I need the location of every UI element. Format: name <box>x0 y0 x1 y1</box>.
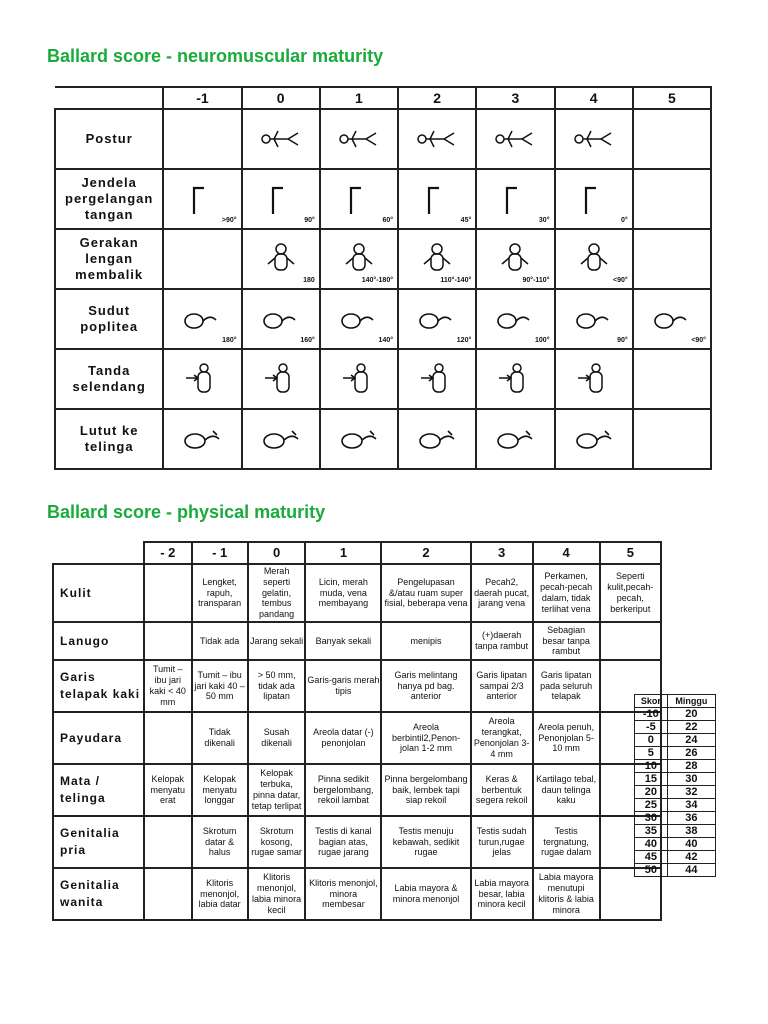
row-label: Tanda selendang <box>55 349 163 409</box>
angle-label: 100° <box>535 337 550 344</box>
criterion-cell: Seperti kulit,pecah-pecah, berkeriput <box>600 564 661 622</box>
leg-figure-icon <box>477 306 553 332</box>
criterion-cell <box>600 622 661 660</box>
row-label: Lanugo <box>53 622 144 660</box>
column-header: Skor <box>635 695 668 708</box>
criterion-cell <box>555 169 633 229</box>
neuromuscular-title: Ballard score - neuromuscular maturity <box>47 46 384 66</box>
week-cell: 32 <box>667 786 715 799</box>
row-label: Payudara <box>53 712 144 764</box>
criterion-cell <box>633 289 711 349</box>
angle-label: <90° <box>613 277 628 284</box>
angle-label: 90° <box>617 337 628 344</box>
score-cell: 35 <box>635 825 668 838</box>
criterion-cell: Labia mayora besar, labia minora kecil <box>471 868 533 920</box>
score-cell: 0 <box>635 734 668 747</box>
week-cell: 36 <box>667 812 715 825</box>
week-cell: 44 <box>667 864 715 877</box>
criterion-cell: Klitoris menonjol, labia datar <box>192 868 248 920</box>
angle-label: <90° <box>691 337 706 344</box>
row-label: Kulit <box>53 564 144 622</box>
physical-table <box>52 541 662 921</box>
criterion-cell: Pengelupasan &/atau ruam super fisial, beberapa vena <box>381 564 470 622</box>
criterion-cell <box>242 109 320 169</box>
criterion-cell <box>144 564 192 622</box>
angle-label: 140° <box>378 337 394 344</box>
table-row <box>635 825 716 838</box>
score-cell: 10 <box>635 760 668 773</box>
criterion-cell: Merah seperti gelatin, tembus pandang <box>248 564 306 622</box>
score-cell: -10 <box>635 708 668 721</box>
score-header: -1 <box>163 87 241 109</box>
score-header: 4 <box>533 542 600 564</box>
criterion-cell <box>320 289 398 349</box>
scarf-figure-icon <box>556 362 632 396</box>
table-row <box>53 622 661 660</box>
criterion-cell: Keras & berbentuk segera rekoil <box>471 764 533 816</box>
week-cell: 26 <box>667 747 715 760</box>
score-header: 0 <box>242 87 320 109</box>
criterion-cell: Susah dikenali <box>248 712 306 764</box>
physical-title: Ballard score - physical maturity <box>47 502 326 522</box>
criterion-cell: Perkamen, pecah-pecah dalam, tidak terlihat vena <box>533 564 600 622</box>
criterion-cell: Lengket, rapuh, transparan <box>192 564 248 622</box>
wrist-figure-icon <box>243 182 319 216</box>
table-row <box>55 289 711 349</box>
week-cell: 22 <box>667 721 715 734</box>
criterion-cell: Areola berbintil2,Penon- jolan 1-2 mm <box>381 712 470 764</box>
posture-figure-icon <box>321 125 397 153</box>
table-row <box>635 760 716 773</box>
posture-figure-icon <box>399 125 475 153</box>
table-row <box>53 660 661 712</box>
table-row <box>55 169 711 229</box>
criterion-cell <box>633 229 711 289</box>
leg-figure-icon <box>164 306 240 332</box>
criterion-cell <box>320 229 398 289</box>
criterion-cell: Labia mayora menutupi klitoris & labia minora <box>533 868 600 920</box>
criterion-cell <box>476 289 554 349</box>
score-cell: 5 <box>635 747 668 760</box>
score-header: 2 <box>398 87 476 109</box>
criterion-cell: Klitoris menonjol, minora membesar <box>305 868 381 920</box>
criterion-cell <box>555 349 633 409</box>
header-spacer <box>55 87 163 109</box>
criterion-cell: Tumit – ibu jari kaki < 40 mm <box>144 660 192 712</box>
criterion-cell <box>320 409 398 469</box>
criterion-cell <box>476 109 554 169</box>
leg-figure-icon <box>556 306 632 332</box>
table-row <box>53 712 661 764</box>
criterion-cell: Areola datar (-) penonjolan <box>305 712 381 764</box>
criterion-cell: Tumit – ibu jari kaki 40 –50 mm <box>192 660 248 712</box>
criterion-cell <box>320 169 398 229</box>
angle-label: 180° <box>222 337 237 344</box>
row-label: Jendela pergelangan tangan <box>55 169 163 229</box>
wrist-figure-icon <box>399 182 475 216</box>
score-cell: 30 <box>635 812 668 825</box>
criterion-cell <box>242 169 320 229</box>
arm-figure-icon <box>477 242 553 276</box>
posture-figure-icon <box>243 125 319 153</box>
angle-label: 160° <box>300 337 315 344</box>
week-cell: 34 <box>667 799 715 812</box>
leg-figure-icon <box>321 306 397 332</box>
angle-label: 140°-180° <box>361 277 394 284</box>
criterion-cell <box>633 169 711 229</box>
scarf-figure-icon <box>477 362 553 396</box>
score-cell: -5 <box>635 721 668 734</box>
criterion-cell <box>320 109 398 169</box>
scarf-figure-icon <box>399 362 475 396</box>
criterion-cell <box>398 349 476 409</box>
heel-figure-icon <box>399 427 475 451</box>
row-label: Sudut poplitea <box>55 289 163 349</box>
criterion-cell: Labia mayora & minora menonjol <box>381 868 470 920</box>
criterion-cell: Tidak ada <box>192 622 248 660</box>
score-header: 3 <box>471 542 533 564</box>
score-header: 3 <box>476 87 554 109</box>
criterion-cell: Testis sudah turun,rugae jelas <box>471 816 533 868</box>
table-row <box>635 812 716 825</box>
table-row <box>635 864 716 877</box>
criterion-cell <box>144 622 192 660</box>
criterion-cell <box>476 169 554 229</box>
criterion-cell: Skrotum kosong, rugae samar <box>248 816 306 868</box>
wrist-figure-icon <box>556 182 632 216</box>
score-header: 0 <box>248 542 306 564</box>
table-row <box>53 564 661 622</box>
score-cell: 45 <box>635 851 668 864</box>
criterion-cell: Banyak sekali <box>305 622 381 660</box>
table-row <box>635 747 716 760</box>
table-row <box>635 851 716 864</box>
week-cell: 28 <box>667 760 715 773</box>
table-row <box>635 773 716 786</box>
criterion-cell <box>633 349 711 409</box>
criterion-cell: menipis <box>381 622 470 660</box>
table-row <box>55 109 711 169</box>
criterion-cell: > 50 mm, tidak ada lipatan <box>248 660 306 712</box>
score-cell: 15 <box>635 773 668 786</box>
leg-figure-icon <box>399 306 475 332</box>
week-cell: 20 <box>667 708 715 721</box>
criterion-cell: Sebagian besar tanpa rambut <box>533 622 600 660</box>
angle-label: 110°-140° <box>440 277 472 284</box>
criterion-cell <box>144 816 192 868</box>
criterion-cell <box>398 229 476 289</box>
criterion-cell: Garis-garis merah tipis <box>305 660 381 712</box>
wrist-figure-icon <box>164 182 240 216</box>
criterion-cell: Skrotum datar & halus <box>192 816 248 868</box>
arm-figure-icon <box>243 242 319 276</box>
criterion-cell <box>398 109 476 169</box>
table-row <box>635 799 716 812</box>
criterion-cell <box>555 409 633 469</box>
leg-figure-icon <box>243 306 319 332</box>
wrist-figure-icon <box>321 182 397 216</box>
criterion-cell <box>320 349 398 409</box>
criterion-cell: Areola penuh, Penonjolan 5- 10 mm <box>533 712 600 764</box>
row-label: Postur <box>55 109 163 169</box>
criterion-cell <box>144 868 192 920</box>
row-label: Gerakan lengan membalik <box>55 229 163 289</box>
header-spacer <box>53 542 144 564</box>
criterion-cell <box>398 169 476 229</box>
criterion-cell <box>242 229 320 289</box>
row-label: Lutut ke telinga <box>55 409 163 469</box>
heel-figure-icon <box>164 427 240 451</box>
row-label: Garis telapak kaki <box>53 660 144 712</box>
score-cell: 40 <box>635 838 668 851</box>
criterion-cell: Licin, merah muda, vena membayang <box>305 564 381 622</box>
criterion-cell <box>242 409 320 469</box>
week-cell: 38 <box>667 825 715 838</box>
criterion-cell: Testis di kanal bagian atas, rugae jarang <box>305 816 381 868</box>
criterion-cell: Pecah2, daerah pucat, jarang vena <box>471 564 533 622</box>
criterion-cell <box>476 409 554 469</box>
criterion-cell: Areola terangkat, Penonjolan 3-4 mm <box>471 712 533 764</box>
heel-figure-icon <box>477 427 553 451</box>
criterion-cell: Kelopak menyatu erat <box>144 764 192 816</box>
week-cell: 24 <box>667 734 715 747</box>
table-row <box>635 786 716 799</box>
score-header: - 1 <box>192 542 248 564</box>
criterion-cell <box>476 349 554 409</box>
scarf-figure-icon <box>321 362 397 396</box>
criterion-cell <box>163 109 241 169</box>
header-row <box>635 695 716 708</box>
criterion-cell: Jarang sekali <box>248 622 306 660</box>
wrist-figure-icon <box>477 182 553 216</box>
criterion-cell: Klitoris menonjol, labia minora kecil <box>248 868 306 920</box>
week-cell: 42 <box>667 851 715 864</box>
angle-label: >90° <box>221 217 237 224</box>
table-row <box>635 734 716 747</box>
criterion-cell <box>242 349 320 409</box>
row-label: Mata / telinga <box>53 764 144 816</box>
angle-label: 60° <box>382 217 394 224</box>
scarf-figure-icon <box>164 362 240 396</box>
score-header: 2 <box>381 542 470 564</box>
angle-label: 45° <box>460 217 472 224</box>
criterion-cell <box>163 289 241 349</box>
score-header: 5 <box>600 542 661 564</box>
criterion-cell <box>163 409 241 469</box>
table-row <box>53 868 661 920</box>
criterion-cell <box>398 409 476 469</box>
angle-label: 90° <box>304 217 315 224</box>
score-week-table <box>634 694 716 877</box>
criterion-cell <box>555 229 633 289</box>
criterion-cell: Testis tergnatung, rugae dalam <box>533 816 600 868</box>
arm-figure-icon <box>556 242 632 276</box>
arm-figure-icon <box>321 242 397 276</box>
score-header: 5 <box>633 87 711 109</box>
criterion-cell <box>398 289 476 349</box>
table-row <box>635 838 716 851</box>
criterion-cell: Pinna bergelombang baik, lembek tapi siap rekoil <box>381 764 470 816</box>
table-row <box>55 409 711 469</box>
table-row <box>635 721 716 734</box>
row-label: Genitalia wanita <box>53 868 144 920</box>
criterion-cell <box>163 169 241 229</box>
score-cell: 25 <box>635 799 668 812</box>
criterion-cell: Tidak dikenali <box>192 712 248 764</box>
angle-label: 180 <box>303 277 315 284</box>
score-header: 1 <box>320 87 398 109</box>
criterion-cell <box>476 229 554 289</box>
column-header: Minggu <box>667 695 715 708</box>
angle-label: 90°-110° <box>522 277 550 284</box>
criterion-cell: Garis melintang hanya pd bag. anterior <box>381 660 470 712</box>
week-cell: 40 <box>667 838 715 851</box>
criterion-cell <box>144 712 192 764</box>
score-cell: 20 <box>635 786 668 799</box>
table-row <box>635 708 716 721</box>
scarf-figure-icon <box>243 362 319 396</box>
week-cell: 30 <box>667 773 715 786</box>
row-label: Genitalia pria <box>53 816 144 868</box>
criterion-cell: Testis menuju kebawah, sedikit rugae <box>381 816 470 868</box>
criterion-cell <box>163 349 241 409</box>
criterion-cell <box>555 109 633 169</box>
criterion-cell <box>163 229 241 289</box>
angle-label: 120° <box>456 337 472 344</box>
criterion-cell <box>242 289 320 349</box>
criterion-cell: Pinna sedikit bergelombang, rekoil lambat <box>305 764 381 816</box>
criterion-cell: (+)daerah tanpa rambut <box>471 622 533 660</box>
heel-figure-icon <box>243 427 319 451</box>
table-row <box>53 816 661 868</box>
criterion-cell: Kelopak menyatu longgar <box>192 764 248 816</box>
table-row <box>55 229 711 289</box>
angle-label: 0° <box>621 217 628 224</box>
criterion-cell: Garis lipatan pada seluruh telapak <box>533 660 600 712</box>
leg-figure-icon <box>634 306 710 332</box>
table-row <box>53 764 661 816</box>
heel-figure-icon <box>321 427 397 451</box>
criterion-cell <box>633 109 711 169</box>
heel-figure-icon <box>556 427 632 451</box>
score-header: - 2 <box>144 542 192 564</box>
criterion-cell: Kelopak terbuka, pinna datar, tetap terlipat <box>248 764 306 816</box>
criterion-cell <box>555 289 633 349</box>
neuromuscular-table <box>54 86 712 470</box>
table-row <box>55 349 711 409</box>
score-header: 4 <box>555 87 633 109</box>
angle-label: 30° <box>538 217 550 224</box>
criterion-cell: Kartilago tebal, daun telinga kaku <box>533 764 600 816</box>
criterion-cell: Garis lipatan sampai 2/3 anterior <box>471 660 533 712</box>
score-header: 1 <box>305 542 381 564</box>
criterion-cell <box>633 409 711 469</box>
arm-figure-icon <box>399 242 475 276</box>
score-cell: 50 <box>635 864 668 877</box>
posture-figure-icon <box>556 125 632 153</box>
posture-figure-icon <box>477 125 553 153</box>
